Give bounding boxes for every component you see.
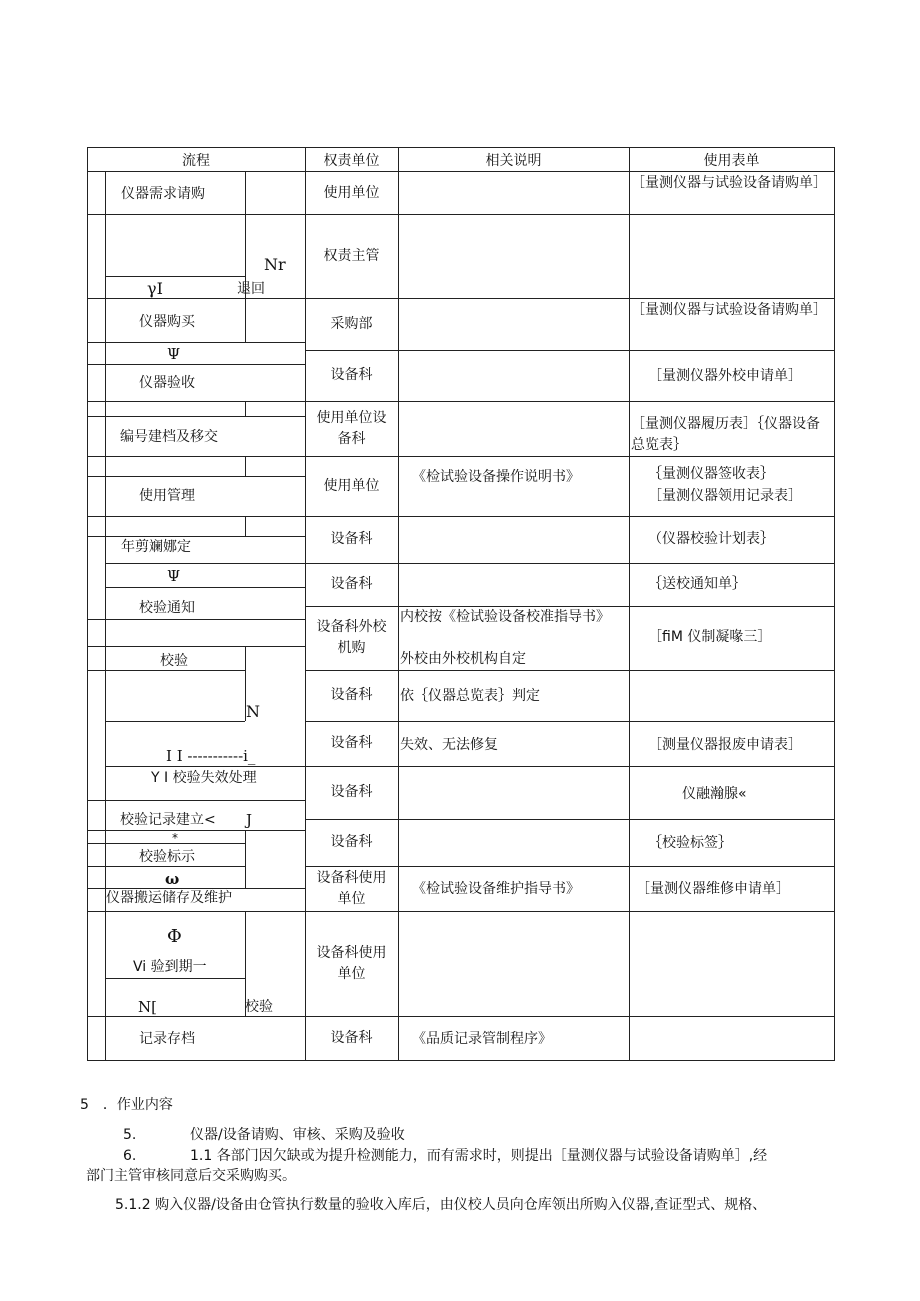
row-8-form: ｛送校通知单｝ <box>648 576 746 592</box>
row-3-unit: 采购部 <box>330 315 373 332</box>
header-forms: 使用表单 <box>703 152 760 169</box>
row-14-unit: 设备科使用单位 <box>316 869 387 907</box>
flow-numbering: 编号建档及移交 <box>120 429 218 445</box>
row-12-form: 仪融瀚腺« <box>682 786 747 802</box>
row-14-form: ［量测仪器维修申请单］ <box>636 881 790 897</box>
flow-acceptance: 仪器验收 <box>139 375 195 391</box>
flow-handling: 仪器搬运储存及维护 <box>106 890 232 906</box>
row-16-unit: 设备科 <box>330 1029 373 1046</box>
flow-omega: ω <box>165 870 180 888</box>
flow-n-1: N <box>246 702 260 721</box>
flow-psi-1: Ψ <box>167 345 181 363</box>
row-12-unit: 设备科 <box>330 784 373 800</box>
row-11-desc: 失效、无法修复 <box>400 737 498 753</box>
row-16-desc: 《品质记录管制程序》 <box>412 1031 552 1047</box>
row-6-form-2: ［量测仪器领用记录表］ <box>648 488 802 504</box>
flow-gamma: γI <box>147 279 163 298</box>
para-3-text: 5.1.2 购入仪器/设备由仓管执行数量的验收入库后，由仪校人员向仓库领出所购入仪器,查证型式、规格、 <box>115 1197 767 1213</box>
row-13-form: ｛校验标签｝ <box>648 835 732 851</box>
flow-notice: 校验通知 <box>139 600 195 616</box>
row-1-unit: 使用单位 <box>323 184 380 201</box>
row-6-unit: 使用单位 <box>323 477 380 494</box>
flow-fail: Y I 校验失效处理 <box>151 770 257 786</box>
row-2-unit: 权责主管 <box>323 247 380 264</box>
row-13-unit: 设备科 <box>330 834 373 850</box>
flow-purchase: 仪器购买 <box>139 314 195 330</box>
flow-calib-2: 校验 <box>245 999 273 1015</box>
row-1-form: ［量测仪器与试验设备请购单］ <box>631 175 827 191</box>
section-heading: 5 ．作业内容 <box>80 1097 173 1113</box>
header-flow: 流程 <box>182 152 210 169</box>
flow-psi-2: Ψ <box>167 567 181 585</box>
flow-request: 仪器需求请购 <box>121 186 205 202</box>
flow-phi: Φ <box>167 926 182 947</box>
row-11-form: ［测量仪器报废申请表］ <box>648 737 802 753</box>
header-responsible: 权责单位 <box>323 152 380 169</box>
flow-nr: Nr <box>264 255 286 274</box>
row-10-unit: 设备科 <box>330 687 373 703</box>
para-2-continuation: 部门主管审核同意后交采购购买。 <box>86 1168 296 1184</box>
flow-expire: Vi 验到期一 <box>133 959 207 975</box>
row-4-unit: 设备科 <box>330 367 373 383</box>
flow-archive: 记录存档 <box>139 1031 195 1047</box>
row-14-desc: 《检试验设备维护指导书》 <box>412 881 580 897</box>
flow-dash: I I -----------i_ <box>166 747 256 765</box>
flow-use: 使用管理 <box>139 488 195 504</box>
row-7-unit: 设备科 <box>330 531 373 547</box>
row-10-desc: 依｛仪器总览表｝判定 <box>400 688 540 704</box>
row-5-form: ［量测仪器履历表］｛仪器设备总览表｝ <box>631 416 820 453</box>
header-description: 相关说明 <box>485 152 542 169</box>
flow-star: * <box>172 831 178 845</box>
para-2-text: 1.1 各部门因欠缺或为提升检测能力，而有需求时，则提出［量测仪器与试验设备请购单］,经 <box>190 1148 768 1164</box>
para-1-text: 仪器/设备请购、审核、采购及验收 <box>190 1127 405 1143</box>
flow-n-2: N[ <box>138 998 157 1016</box>
flow-return: 退回 <box>237 281 265 297</box>
row-6-form: ｛量测仪器签收表｝ <box>648 466 774 482</box>
flow-annual: 年剪斓娜定 <box>121 539 191 555</box>
para-2-number: 6. <box>123 1148 137 1164</box>
row-9-desc-2: 外校由外校机构自定 <box>400 651 526 667</box>
flow-calibration: 校验 <box>160 653 188 669</box>
row-15-unit: 设备科使用单位 <box>316 944 387 982</box>
row-11-unit: 设备科 <box>330 735 373 751</box>
row-9-desc: 内校按《检试验设备校准指导书》 <box>400 609 610 625</box>
row-9-form: ［fiM 仪制凝喙三］ <box>648 629 772 645</box>
row-9-unit: 设备科外校机购 <box>316 619 387 656</box>
flow-j: J <box>246 811 253 829</box>
row-3-form: ［量测仪器与试验设备请购单］ <box>631 302 827 318</box>
row-8-unit: 设备科 <box>330 576 373 592</box>
flow-label: 校验标示 <box>139 849 195 865</box>
row-4-form: ［量测仪器外校申请单］ <box>648 368 802 384</box>
row-6-desc: 《检试验设备操作说明书》 <box>412 469 580 485</box>
flow-record: 校验记录建立< <box>120 812 216 828</box>
row-7-form: （仪器校验计划表｝ <box>648 531 774 547</box>
para-1-number: 5. <box>123 1127 137 1143</box>
row-5-unit: 使用单位设备科 <box>316 409 387 447</box>
